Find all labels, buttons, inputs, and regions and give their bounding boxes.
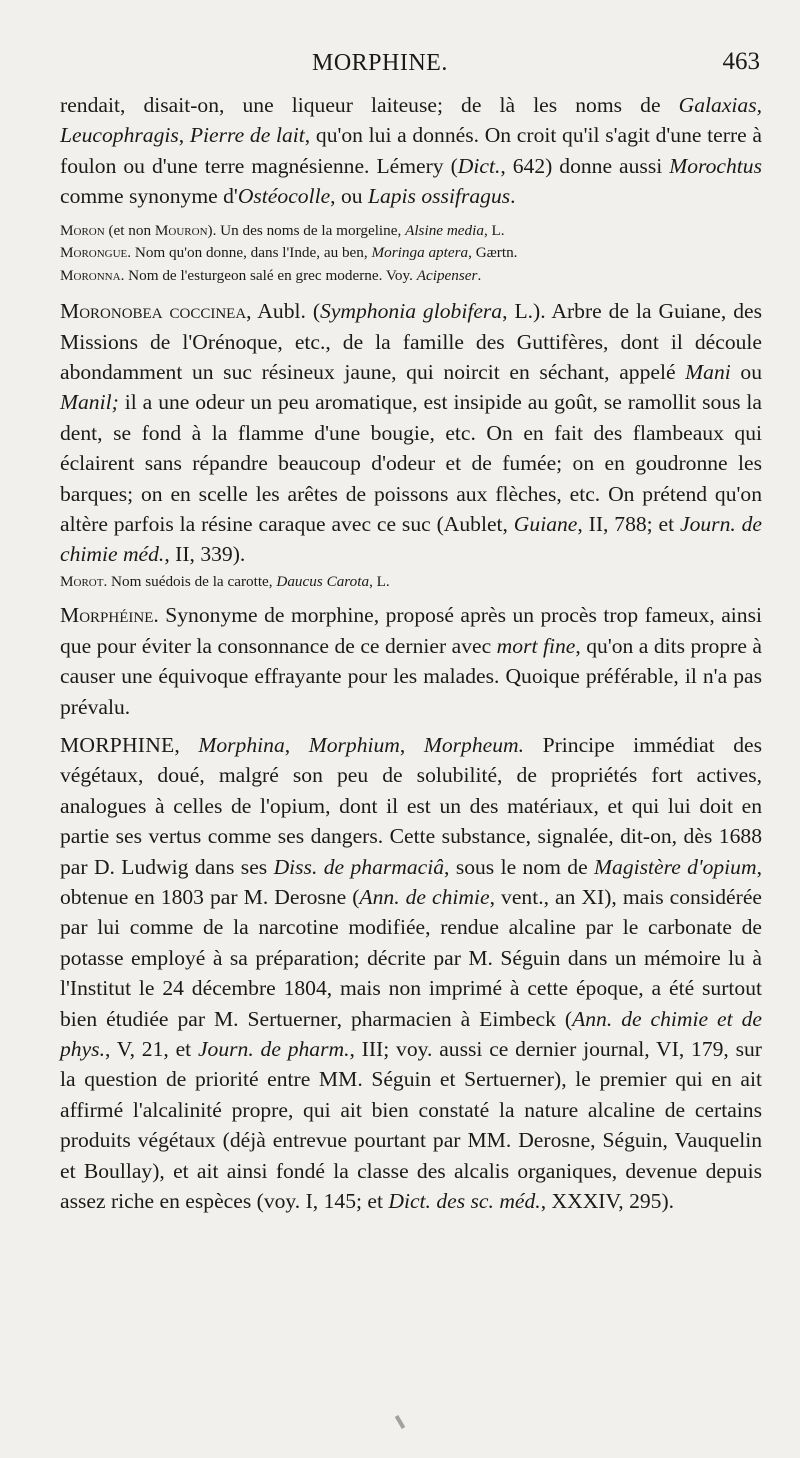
text-run: , ou — [330, 184, 368, 209]
italic-run: Ann. de chimie et de phys. — [60, 1006, 762, 1061]
headword: Moronobea coccinea — [60, 299, 247, 324]
page-header — [60, 40, 762, 90]
headword: Morongue — [60, 244, 128, 262]
italic-run: Journ. de pharm. — [197, 1036, 350, 1061]
text-run: . — [510, 184, 516, 209]
headword: Morphéine — [60, 603, 154, 628]
italic-run: Manil; — [60, 390, 119, 415]
italic-run: Ostéocolle — [237, 184, 331, 209]
italic-run: Mani — [685, 359, 731, 384]
entry-moron — [60, 220, 762, 242]
text-run: ou — [730, 359, 762, 384]
headword: MORPHINE — [60, 732, 175, 757]
entry-moronna — [60, 265, 762, 287]
ink-mark — [395, 1415, 405, 1429]
headword: Moronna — [60, 266, 121, 284]
text-run: , XXXIV, 295). — [540, 1189, 675, 1213]
italic-run: Morochtus — [669, 153, 762, 178]
entry-galaxias-continuation — [60, 90, 762, 212]
text-run: , L.). Arbre de la Guiane, des Missions de l'Orénoque, etc., de la famille des Guttifères, dont il découle abondamment un suc résineux jaune, qui noircit en séchant, appelé — [60, 299, 762, 384]
entry-moronobea — [60, 296, 762, 570]
headword: Morot — [60, 572, 104, 590]
text-run: (et non — [104, 221, 155, 239]
italic-run: Journ. de chimie méd. — [60, 511, 763, 567]
italic-run: Pierre de lait — [189, 123, 305, 148]
italic-run: Acipenser — [416, 266, 478, 284]
text-run: , L. — [369, 572, 390, 590]
italic-run: Ann. de chimie — [359, 884, 490, 909]
text-run: . Nom de l'esturgeon salé en grec moderne. Voy. — [120, 266, 417, 284]
text-run: , L. — [483, 221, 505, 239]
italic-run: Magistère d'opium — [594, 854, 757, 879]
italic-run: Lapis ossifragus — [367, 184, 511, 209]
italic-run: Dict. — [457, 153, 501, 178]
text-run: , — [399, 732, 424, 757]
text-run: , obtenue en 1803 par M. Derosne ( — [60, 854, 762, 909]
text-run: . — [477, 266, 482, 284]
italic-run: Morphina — [198, 732, 285, 757]
running-title: MORPHINE. — [312, 50, 448, 76]
text-run: , II, 339). — [164, 542, 246, 567]
book-page — [0, 40, 800, 1458]
entry-morpheine — [60, 600, 762, 722]
text-run: il a une odeur un peu aromatique, est insipide au goût, se ramollit sous la dent, se fond à la flamme d'une bougie, etc. On en fait des flambeaux qui éclairent sans répandre beaucoup d'odeur et de fumée; on en goudronne les barques; on en scelle les arêtes de poissons aux flèches, etc. On prétend qu'on altère parfois la résine caraque avec ce suc (Aublet, — [60, 390, 762, 536]
text-run: , — [174, 732, 199, 757]
text-run: , II, 788; et — [577, 511, 680, 536]
italic-run: Diss. de pharmaciâ — [273, 854, 445, 879]
italic-run: Moringa aptera — [371, 244, 469, 262]
text-run: , V, 21, et — [104, 1036, 198, 1061]
italic-run: mort fine — [496, 633, 576, 658]
italic-run: Daucus Carota — [276, 572, 370, 590]
italic-run: Guiane — [513, 511, 578, 536]
text-run: , III; voy. aussi ce dernier journal, VI, 179, sur la question de priorité entre MM. Séguin et Sertuerner), le premier qui en ait affirmé l'alcalinité propre, qui ait bien constaté la nature alcaline de certains produits végétaux (déjà entrevue pourtant par MM. Derosne, Séguin, Vauquelin et Boullay), et ait ainsi fondé la classe des alcalis organiques, devenue depuis assez riche en espèces (voy. I, 145; et — [60, 1036, 762, 1213]
text-run: ). Un des noms de la morgeline, — [207, 221, 406, 239]
entry-morongue — [60, 242, 762, 264]
italic-run: Symphonia globifera — [320, 299, 503, 324]
italic-run: Alsine media — [405, 221, 484, 239]
headword: Moron — [60, 221, 105, 239]
text-run: , qu'on a dits propre à causer une équivoque effrayante pour les malades. Quoique préférable, il n'a pas prévalu. — [60, 633, 762, 719]
text-run: , Aubl. ( — [246, 299, 321, 324]
text-run: , — [178, 123, 190, 148]
italic-run: Morpheum. — [423, 732, 525, 757]
italic-run: Leucophragis — [60, 123, 179, 148]
text-run: , — [284, 732, 309, 757]
text-run: , 642) donne aussi — [500, 153, 670, 178]
small-caps-run: Mouron — [154, 221, 208, 239]
text-run: rendait, disait-on, une liqueur laiteuse; de là les noms de — [60, 93, 679, 117]
text-run: . Nom suédois de la carotte, — [103, 572, 277, 590]
text-run: , qu'on lui a donnés. On croit qu'il s'agit d'une terre à foulon ou d'une terre magnésienne. Lémery ( — [60, 123, 762, 178]
text-run: . Synonyme de morphine, proposé après un procès trop fameux, ainsi que pour éviter la consonnance de ce dernier avec — [60, 603, 762, 658]
page-number: 463 — [722, 48, 760, 75]
text-run: comme synonyme d' — [60, 184, 238, 209]
text-run: , Gærtn. — [468, 244, 518, 262]
entry-morphine — [60, 730, 762, 1217]
entry-morot — [60, 571, 762, 593]
italic-run: Morphium — [308, 732, 400, 757]
text-run: Principe immédiat des végétaux, doué, malgré son peu de solubilité, de propriétés fort actives, analogues à celles de l'opium, dont il est un des matériaux, et qui lui doit en partie ses vertus comme ses dangers. Cette substance, signalée, dit-on, dès 1688 par D. Ludwig dans ses — [60, 732, 763, 879]
italic-run: Galaxias, — [678, 93, 762, 117]
italic-run: Dict. des sc. méd. — [388, 1189, 541, 1213]
text-run: . Nom qu'on donne, dans l'Inde, au ben, — [127, 244, 372, 262]
text-run: , vent., an XI), mais considérée par lui comme de la narcotine modifiée, rendue alcaline par le carbonate de potasse employé à sa préparation; décrite par M. Séguin dans un mémoire lu à l'Institut le 24 décembre 1804, mais non imprimé à cette époque, a été surtout bien étudiée par M. Sertuerner, pharmacien à Eimbeck ( — [60, 884, 762, 1031]
text-run: , sous le nom de — [444, 854, 595, 879]
